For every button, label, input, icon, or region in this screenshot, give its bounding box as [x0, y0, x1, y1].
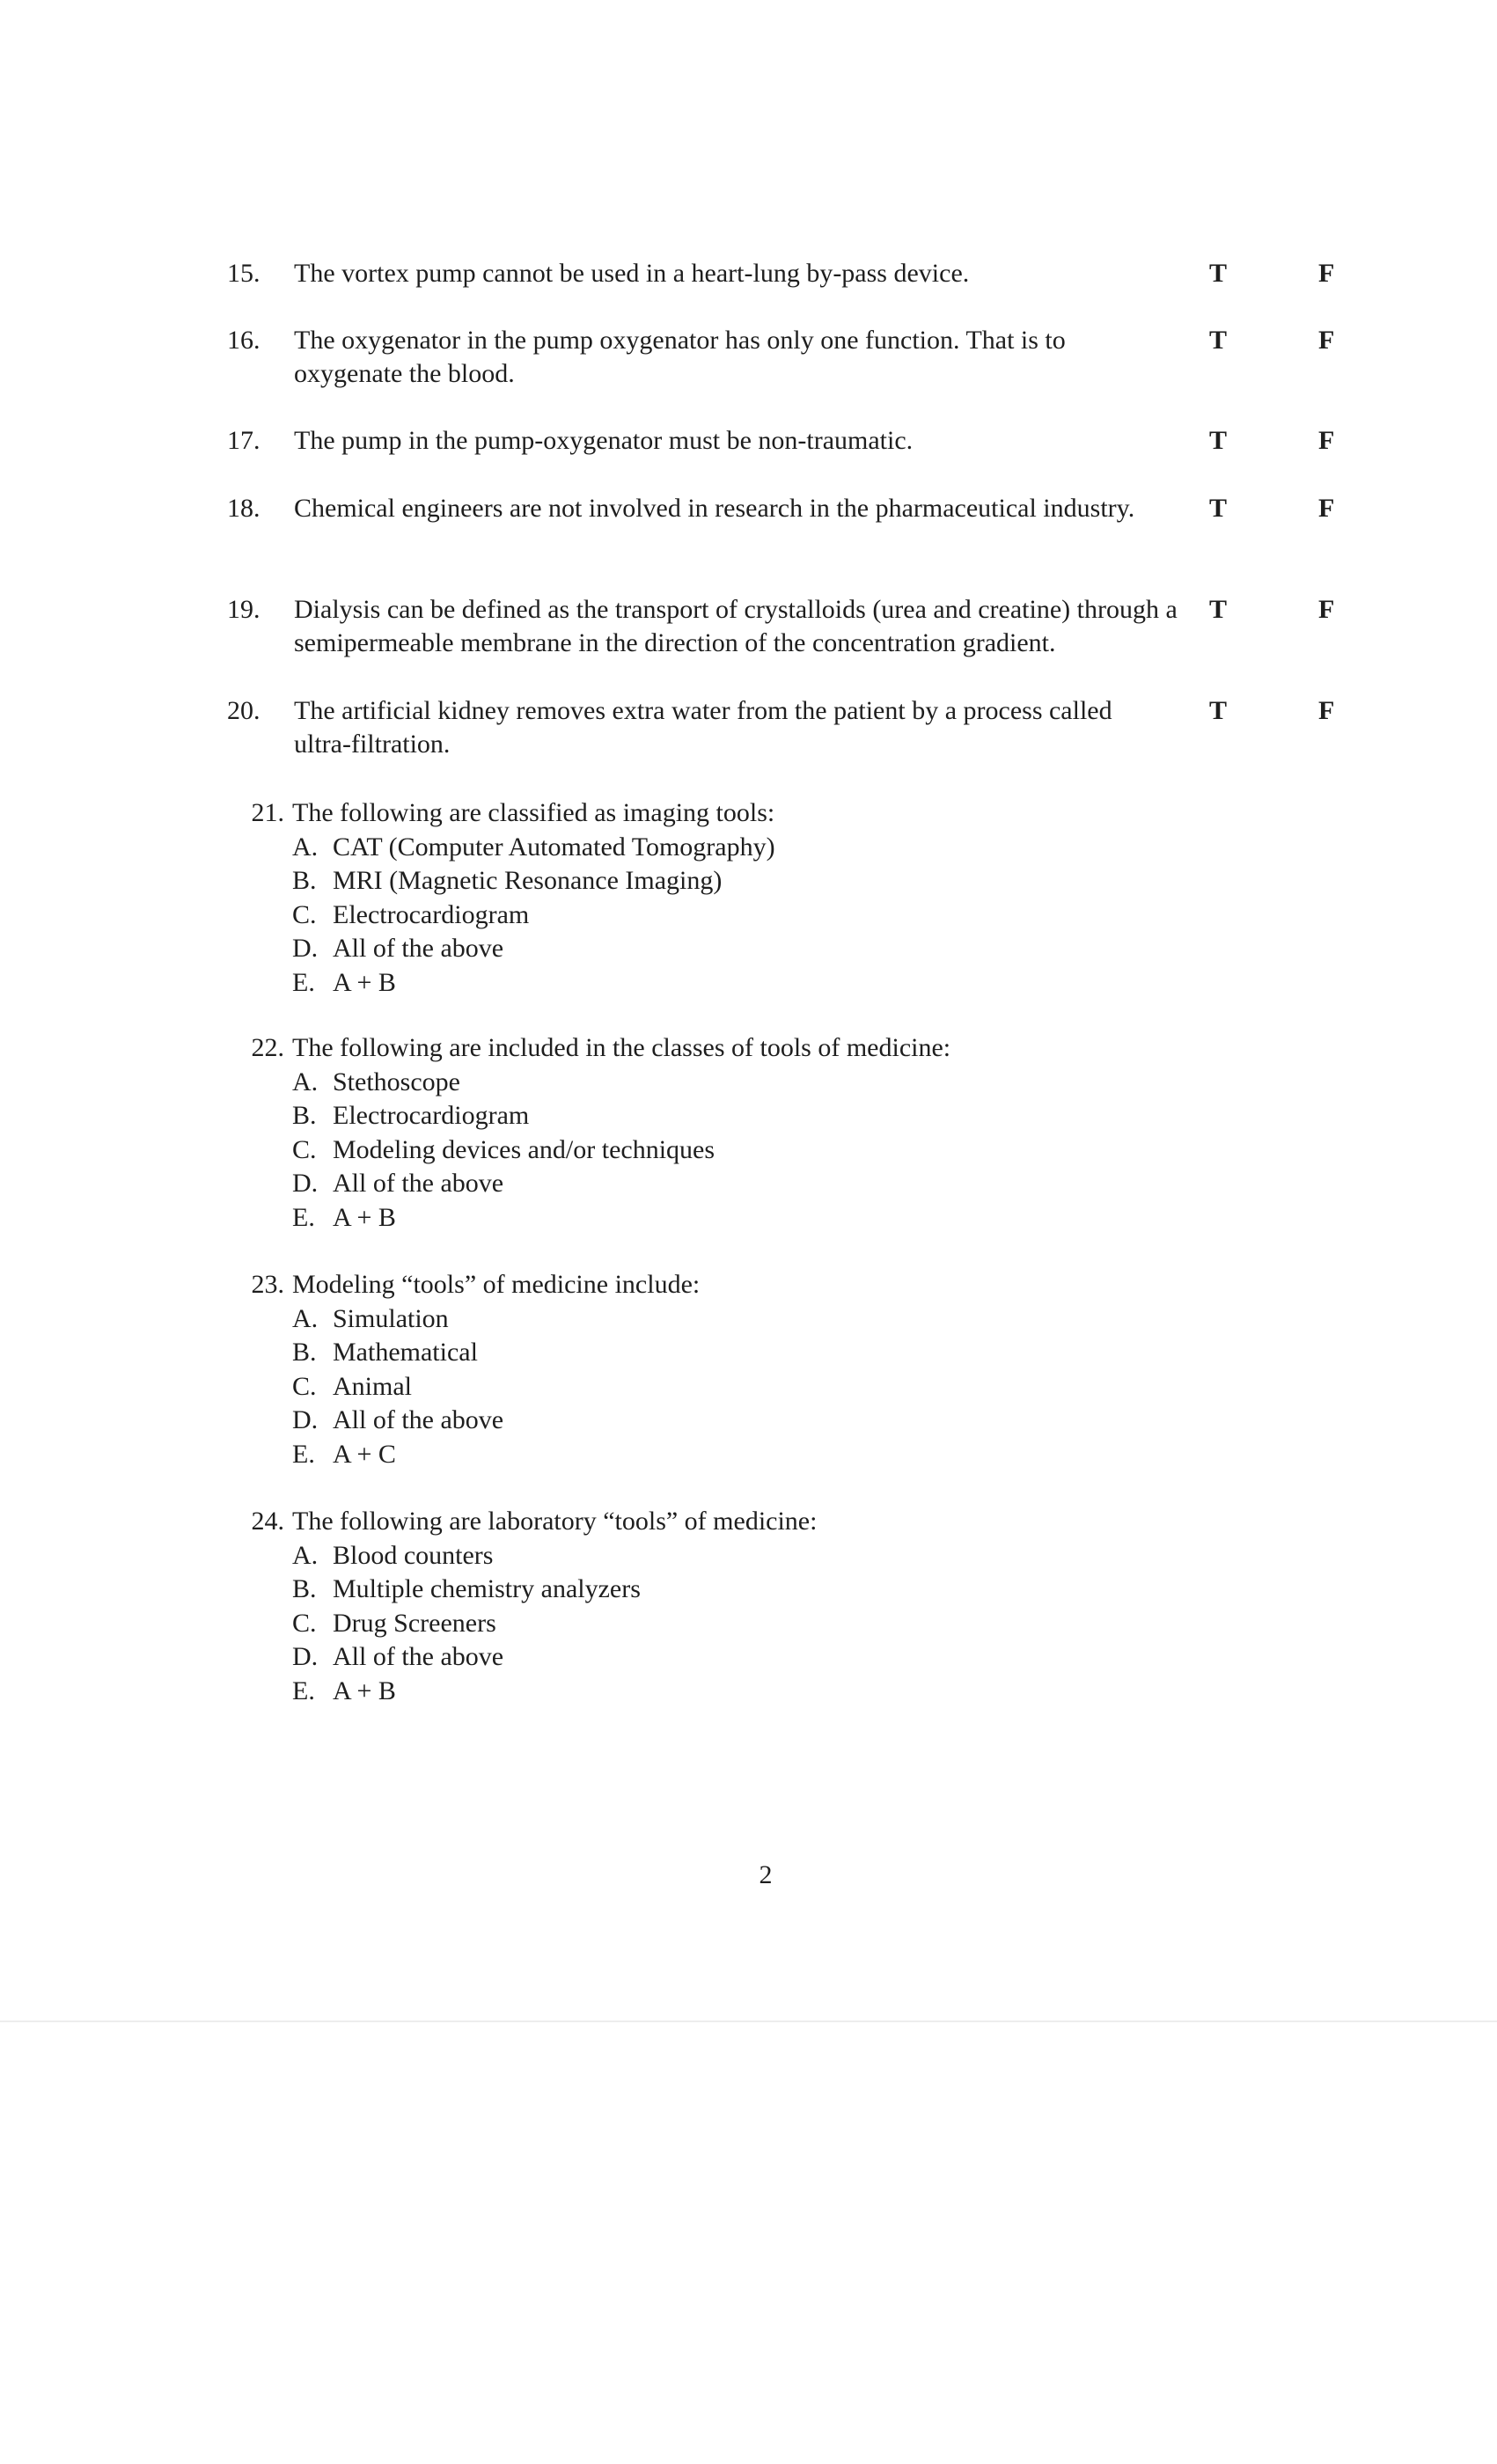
option-text: MRI (Magnetic Resonance Imaging) [333, 866, 723, 895]
question-number: 22. [251, 1033, 284, 1062]
option-text: All of the above [333, 1405, 504, 1434]
option-text: Mathematical [333, 1338, 478, 1367]
answer-option [292, 831, 775, 865]
answer-option [292, 1404, 503, 1438]
false-option: F [1318, 696, 1335, 725]
option-letter: B. [292, 1574, 317, 1603]
option-text: A + B [333, 967, 396, 997]
option-text: A + B [333, 1202, 396, 1232]
question-number: 17. [227, 426, 261, 455]
option-letter: A. [292, 1303, 319, 1333]
answer-option [292, 966, 775, 1001]
option-letter: B. [292, 866, 317, 895]
answer-option [292, 1539, 641, 1573]
question-number: 23. [251, 1270, 284, 1299]
option-letter: E. [292, 1676, 315, 1705]
option-letter: E. [292, 1439, 315, 1469]
option-letter: D. [292, 1405, 319, 1434]
answer-options [292, 1066, 715, 1236]
question-number: 19. [227, 595, 261, 624]
option-text: Multiple chemistry analyzers [333, 1574, 641, 1603]
option-text: Animal [333, 1371, 412, 1401]
page-divider [0, 2020, 1497, 2022]
question-number: 24. [251, 1507, 284, 1536]
question-number: 16. [227, 326, 261, 355]
answer-option [292, 1573, 641, 1607]
option-letter: D. [292, 1642, 319, 1671]
option-letter: C. [292, 899, 317, 929]
option-letter: D. [292, 1169, 319, 1198]
question-stem: Modeling “tools” of medicine include: [292, 1270, 701, 1299]
option-letter: C. [292, 1371, 317, 1401]
option-text: Simulation [333, 1303, 449, 1333]
question-number: 20. [227, 696, 261, 725]
answer-options [292, 1302, 503, 1472]
answer-option [292, 1675, 641, 1709]
true-option: T [1209, 426, 1228, 455]
false-option: F [1318, 426, 1335, 455]
option-text: All of the above [333, 1642, 504, 1671]
true-option: T [1209, 494, 1228, 523]
option-text: Blood counters [333, 1540, 494, 1570]
question-number: 15. [227, 259, 261, 288]
answer-option [292, 1302, 503, 1337]
answer-option [292, 1099, 715, 1133]
question-text: Dialysis can be defined as the transport of crystalloids (urea and creatine) through a semipermeable membrane in the direction of the concentration gradient. [294, 595, 1178, 657]
question-text: The pump in the pump-oxygenator must be non-traumatic. [294, 426, 914, 455]
answer-option [292, 1066, 715, 1100]
question-number: 18. [227, 494, 261, 523]
true-option: T [1209, 259, 1228, 288]
answer-option [292, 1370, 503, 1404]
true-option: T [1209, 696, 1228, 725]
answer-option [292, 1640, 641, 1675]
option-letter: D. [292, 934, 319, 963]
answer-options [292, 831, 775, 1001]
false-option: F [1318, 595, 1335, 624]
question-text: The vortex pump cannot be used in a heart-lung by-pass device. [294, 259, 970, 288]
option-letter: A. [292, 1067, 319, 1096]
option-text: Modeling devices and/or techniques [333, 1134, 715, 1164]
option-text: Stethoscope [333, 1067, 460, 1096]
option-letter: B. [292, 1338, 317, 1367]
page-number: 2 [759, 1860, 773, 1889]
answer-option [292, 932, 775, 966]
answer-option [292, 1201, 715, 1236]
answer-option [292, 864, 775, 898]
option-text: A + B [333, 1676, 396, 1705]
answer-option [292, 1133, 715, 1168]
option-letter: A. [292, 832, 319, 862]
option-text: Electrocardiogram [333, 899, 530, 929]
true-option: T [1209, 595, 1228, 624]
false-option: F [1318, 259, 1335, 288]
answer-option [292, 1607, 641, 1641]
question-text: The oxygenator in the pump oxygenator has only one function. That is to oxygenate the blood. [294, 326, 1066, 388]
answer-option [292, 1336, 503, 1370]
question-stem: The following are included in the classes of tools of medicine: [292, 1033, 951, 1062]
option-text: Electrocardiogram [333, 1101, 530, 1130]
answer-options [292, 1539, 641, 1709]
option-letter: B. [292, 1101, 317, 1130]
option-text: All of the above [333, 1169, 504, 1198]
question-stem: The following are classified as imaging tools: [292, 798, 775, 827]
option-letter: C. [292, 1608, 317, 1638]
false-option: F [1318, 326, 1335, 355]
question-stem: The following are laboratory “tools” of medicine: [292, 1507, 818, 1536]
false-option: F [1318, 494, 1335, 523]
option-letter: E. [292, 967, 315, 997]
option-text: Drug Screeners [333, 1608, 496, 1638]
option-text: A + C [333, 1439, 396, 1469]
option-letter: C. [292, 1134, 317, 1164]
question-text: The artificial kidney removes extra water from the patient by a process called ultra-filtration. [294, 696, 1112, 759]
option-letter: A. [292, 1540, 319, 1570]
question-text: Chemical engineers are not involved in research in the pharmaceutical industry. [294, 494, 1135, 523]
true-option: T [1209, 326, 1228, 355]
option-text: All of the above [333, 934, 504, 963]
option-letter: E. [292, 1202, 315, 1232]
answer-option [292, 1438, 503, 1472]
answer-option [292, 898, 775, 933]
question-number: 21. [251, 798, 284, 827]
answer-option [292, 1167, 715, 1201]
option-text: CAT (Computer Automated Tomography) [333, 832, 775, 862]
